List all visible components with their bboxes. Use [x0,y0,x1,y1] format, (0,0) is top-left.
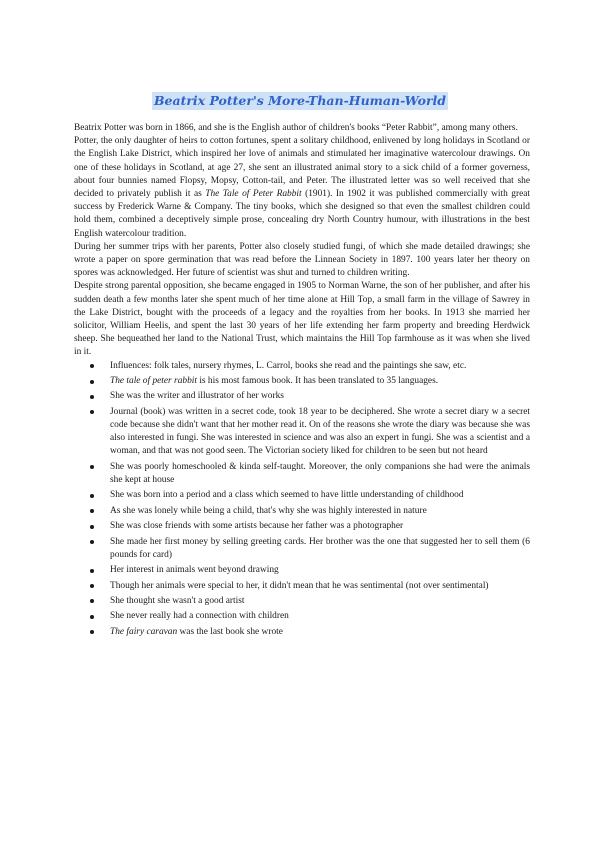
list-item-text: She was poorly homeschooled & kinda self-taught. Moreover, the only companions she had were the animals she kept at house [110,461,530,486]
list-item-text: As she was lonely while being a child, that's why she was highly interested in nature [110,505,427,516]
bullet-icon [90,395,94,399]
list-item-text: She was close friends with some artists because her father was a photographer [110,521,404,532]
bullet-icon [90,525,94,529]
bullet-icon [90,540,94,544]
list-item [110,626,530,639]
list-item [110,564,530,577]
list-item [110,536,530,562]
list-item [110,520,530,533]
list-item [110,390,530,403]
book-title: The tale of peter rabbit [110,376,197,387]
list-item-text: She was born into a period and a class which seemed to have little understanding of childhood [110,490,464,501]
paragraph-childhood [74,135,530,241]
list-item [110,610,530,623]
book-title: The fairy caravan [110,626,178,637]
list-item [110,505,530,518]
paragraph-fungi: During her summer trips with her parents, Potter also closely studied fungi, of which she made detailed drawings; she wrote a paper on spore germination that was read before the Linnean Society in 1897. 100 years later her theory on spores was acknowledged. Her future of scientist was shut and turned to children writing. [74,241,530,279]
list-item-text: Journal (book) was written in a secret code, took 18 year to be deciphered. She wrote a secret diary w a secret code because she didn't want that her mother read it. On of the reasons she wrote the diary was because she was also interested in fungi. She was interested in science and was also an expert in fungi. She was a scientist and a woman, and that was not good seen. The Victorian society liked for children to be seen but not heard [110,406,530,457]
bullet-icon [90,494,94,498]
list-item-text: Though her animals were special to her, it didn't mean that he was sentimental (not over sentimental) [110,580,489,591]
list-item-text: She made her first money by selling greeting cards. Her brother was the one that suggested her to sell them (6 pounds for card) [110,536,530,560]
list-item-text: She was the writer and illustrator of her works [110,391,284,402]
bullet-icon [90,364,94,368]
bullet-icon [90,569,94,573]
list-item [110,406,530,459]
bullet-icon [90,615,94,619]
bullet-icon [90,630,94,634]
title-container [0,92,600,110]
book-title-peter-rabbit: The Tale of Peter Rabbit [205,189,302,200]
facts-list [74,360,530,639]
list-item-text: Her interest in animals went beyond drawing [110,565,279,576]
list-item [110,360,530,373]
list-item-text: She never really had a connection with children [110,611,289,622]
bullet-icon [90,584,94,588]
list-item [110,580,530,593]
list-item-text: was the last book she wrote [177,626,283,637]
list-item-text: She thought she wasn't a good artist [110,595,245,606]
paragraph-childhood-text-a: Potter, the only daughter of heirs to cotton fortunes, spent a solitary childhood, enlivened by long holidays in Scotland or the English Lake District, which inspired her love of animals and stimulated her imaginative watercolour drawings. On one of these holidays in Scotland, at age 27, she sent an illustrated animal story to a sick child of a former governess, about four bunnies named Flopsy, Mopsy, Cotton-tail, and Peter. The illustrated letter was so well received that she decided to privately publish it as [74,136,530,200]
list-item-text: is his most famous book. It has been translated to 35 languages. [196,376,439,387]
document-body [74,122,530,641]
bullet-icon [90,380,94,384]
paragraph-later-life: Despite strong parental opposition, she became engaged in 1905 to Norman Warne, the son of her publisher, and after his sudden death a few months later she spent much of her time alone at Hill Top, a small farm in the village of Sawrey in the Lake District, bought with the proceeds of a legacy and the royalties from her books. In 1913 she married her solicitor, William Heelis, and spent the last 30 years of her life extending her farm property and breeding Herdwick sheep. She bequeathed her land to the National Trust, which maintains the Hill Top farmhouse as it was when she lived in it. [74,281,530,358]
bullet-icon [90,410,94,414]
bullet-icon [90,465,94,469]
paragraph-birth: Beatrix Potter was born in 1866, and she is the English author of children's books “Peter Rabbit”, among many others. [74,123,518,133]
list-item [110,375,530,388]
list-item [110,595,530,608]
bullet-icon [90,599,94,603]
list-item [110,489,530,502]
paragraph-childhood-text-b: (1901). In 1902 it was published commercially with great success by Frederick Warne & Company. The tiny books, which she designed so that even the smallest children could hold them, combined a deceptively simple prose, concealing dry North Country humour, with illustrations in the best English watercolour tradition. [74,189,530,239]
list-item [110,461,530,487]
list-item-text: Influences: folk tales, nursery rhymes, L. Carrol, books she read and the paintings she saw, etc. [110,360,467,371]
document-title: Beatrix Potter's More-Than-Human-World [153,93,447,108]
bullet-icon [90,509,94,513]
